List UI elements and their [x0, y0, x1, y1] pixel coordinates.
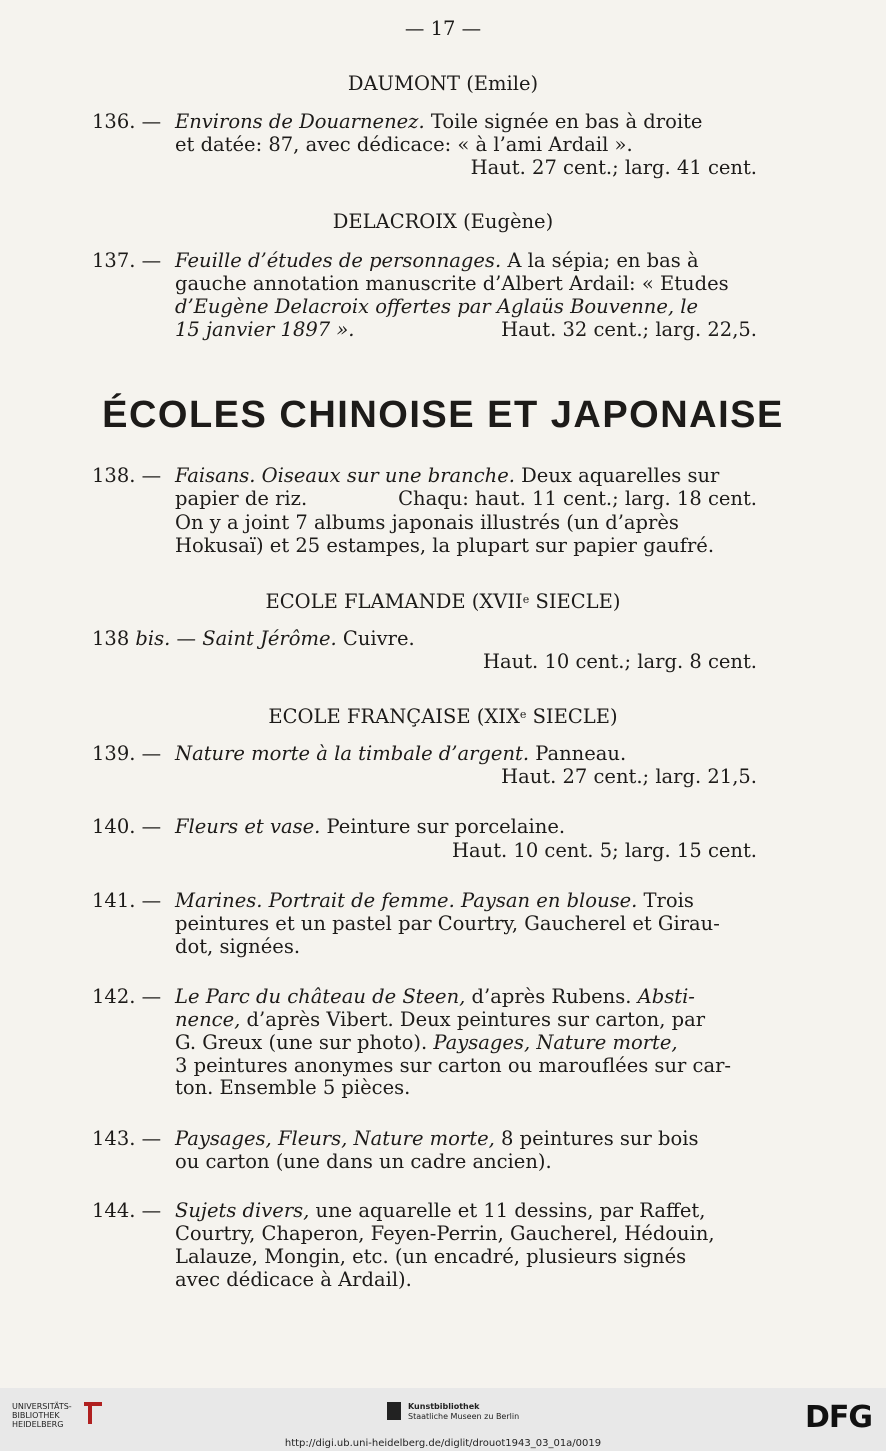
lot-138-line3: On y a joint 7 albums japonais illustrés (un d’après	[175, 511, 679, 534]
lot-number: 142. —	[92, 985, 162, 1008]
lot-138bis-line1: 138 bis. — Saint Jérôme. Cuivre.	[92, 627, 415, 650]
heading-ecole-flamande: ECOLE FLAMANDE (XVIIe SIECLE)	[265, 590, 621, 613]
lot-139-line1: Nature morte à la timbale d’argent. Panneau.	[175, 742, 627, 765]
lot-144-line3: Lalauze, Mongin, etc. (un encadré, plusieurs signés	[175, 1245, 687, 1268]
source-url-link[interactable]: http://digi.ub.uni-heidelberg.de/diglit/drouot1943_03_01a/0019	[284, 1438, 602, 1449]
lot-number: 143. —	[92, 1127, 162, 1150]
heidelberg-library-logo	[12, 1402, 72, 1429]
kunstbibliothek-logo-icon	[385, 1400, 403, 1422]
lot-number: 136. —	[92, 110, 162, 133]
lot-140-line1: Fleurs et vase. Peinture sur porcelaine.	[175, 815, 566, 838]
library-emblem-icon	[80, 1398, 106, 1428]
lot-144-line2: Courtry, Chaperon, Feyen-Perrin, Gaucherel, Hédouin,	[175, 1222, 715, 1245]
kunstbibliothek-label	[408, 1402, 519, 1422]
lot-138-dimensions: Chaqu: haut. 11 cent.; larg. 18 cent.	[398, 487, 757, 510]
lot-136-dimensions: Haut. 27 cent.; larg. 41 cent.	[470, 156, 757, 179]
heading-daumont: DAUMONT (Emile)	[347, 72, 539, 95]
page-number: — 17 —	[404, 17, 482, 40]
lot-number: 140. —	[92, 815, 162, 838]
lot-number: 141. —	[92, 889, 162, 912]
lot-137-dimensions: Haut. 32 cent.; larg. 22,5.	[501, 318, 757, 341]
logo-line: HEIDELBERG	[12, 1420, 64, 1429]
lot-142-line4: 3 peintures anonymes sur carton ou marouflées sur car-	[175, 1054, 731, 1077]
dfg-logo: DFG	[804, 1400, 872, 1435]
lot-141-line2: peintures et un pastel par Courtry, Gaucherel et Girau-	[175, 912, 720, 935]
lot-143-line1: Paysages, Fleurs, Nature morte, 8 peintures sur bois	[175, 1127, 699, 1150]
lot-137-line2: gauche annotation manuscrite d’Albert Ardail: « Etudes	[175, 272, 729, 295]
lot-138-line2a: papier de riz.	[175, 487, 308, 510]
kb-subtitle: Staatliche Museen zu Berlin	[408, 1412, 520, 1421]
lot-144-line1: Sujets divers, une aquarelle et 11 dessins, par Raffet,	[175, 1199, 706, 1222]
lot-136-line2: et datée: 87, avec dédicace: « à l’ami Ardail ».	[175, 133, 633, 156]
lot-139-dimensions: Haut. 27 cent.; larg. 21,5.	[501, 765, 757, 788]
lot-141-line1: Marines. Portrait de femme. Paysan en blouse. Trois	[175, 889, 694, 912]
lot-number: 144. —	[92, 1199, 162, 1222]
lot-138-line1: Faisans. Oiseaux sur une branche. Deux aquarelles sur	[175, 464, 720, 487]
section-heading-chinese-japanese: ÉCOLES CHINOISE ET JAPONAISE	[102, 394, 784, 436]
lot-142-line5: ton. Ensemble 5 pièces.	[175, 1076, 411, 1099]
lot-143-line2: ou carton (une dans un cadre ancien).	[175, 1150, 552, 1173]
lot-138bis-dimensions: Haut. 10 cent.; larg. 8 cent.	[483, 650, 757, 673]
heading-delacroix: DELACROIX (Eugène)	[332, 210, 554, 233]
lot-141-line3: dot, signées.	[175, 935, 301, 958]
lot-142-line3: G. Greux (une sur photo). Paysages, Nature morte,	[175, 1031, 678, 1054]
lot-136-line1: Environs de Douarnenez. Toile signée en bas à droite	[175, 110, 703, 133]
lot-138-line4: Hokusaï) et 25 estampes, la plupart sur papier gaufré.	[175, 534, 715, 557]
lot-number: 138. —	[92, 464, 162, 487]
lot-137-line3: d’Eugène Delacroix offertes par Aglaüs Bouvenne, le	[175, 295, 699, 318]
digitization-footer	[0, 1388, 886, 1451]
kb-title: Kunstbibliothek	[408, 1402, 480, 1411]
lot-140-dimensions: Haut. 10 cent. 5; larg. 15 cent.	[452, 839, 757, 862]
lot-number: 139. —	[92, 742, 162, 765]
lot-number: 137. —	[92, 249, 162, 272]
heading-ecole-francaise: ECOLE FRANÇAISE (XIXe SIECLE)	[268, 705, 618, 728]
logo-line: UNIVERSITÄTS-	[12, 1402, 72, 1411]
lot-142-line1: Le Parc du château de Steen, d’après Rubens. Absti-	[175, 985, 695, 1008]
lot-137-line4: 15 janvier 1897 ».	[175, 318, 355, 341]
logo-line: BIBLIOTHEK	[12, 1411, 60, 1420]
lot-142-line2: nence, d’après Vibert. Deux peintures sur carton, par	[175, 1008, 706, 1031]
lot-144-line4: avec dédicace à Ardail).	[175, 1268, 412, 1291]
lot-137-line1: Feuille d’études de personnages. A la sépia; en bas à	[175, 249, 699, 272]
